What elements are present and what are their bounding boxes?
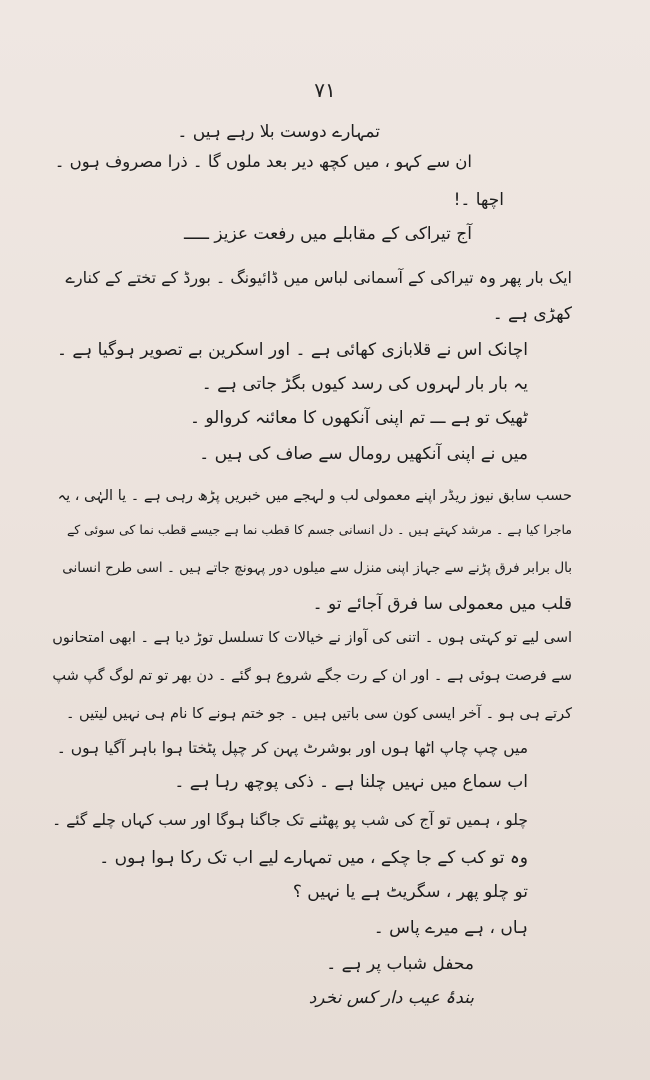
page-number: ۷۱	[314, 78, 336, 102]
text-line: آج تیراکی کے مقابلے میں رفعت عزیز ـــــ	[184, 224, 472, 244]
text-line: سے فرصت ہوئی ہے ۔ اور ان کے رت جگے شروع ہو گئے ۔ دن بھر تو تم لوگ گپ شپ	[52, 668, 572, 684]
text-line: چلو ، ہمیں تو آج کی شب پو پھٹنے تک جاگنا ہوگا اور سب کہاں چلے گئے ۔	[52, 811, 528, 829]
text-line: تو چلو پھر ، سگریٹ ہے یا نہیں ؟	[292, 882, 528, 902]
text-line: اسی لیے تو کہتی ہوں ۔ اتنی کی آواز نے خیالات کا تسلسل توڑ دیا ہے ۔ ابھی امتحانوں	[52, 630, 572, 646]
text-line: یہ بار بار لہروں کی رسد کیوں بگڑ جاتی ہے ۔	[201, 374, 528, 394]
text-line: کرتے ہی ہو ۔ آخر ایسی کون سی باتیں ہیں ۔ جو ختم ہونے کا نام ہی نہیں لیتیں ۔	[65, 706, 572, 722]
text-line: بال برابر فرق پڑنے سے جہاز اپنی منزل سے میلوں دور پہونچ جاتے ہیں ۔ اسی طرح انسانی	[62, 560, 572, 576]
text-line: اب سماع میں نہیں چلنا ہے ۔ ذکی پوچھ رہا ہے ۔	[174, 772, 528, 792]
text-line: اچھا ۔!	[453, 190, 504, 210]
text-line: میں نے اپنی آنکھیں رومال سے صاف کی ہیں ۔	[199, 444, 528, 464]
text-line: ہاں ، ہے میرے پاس ۔	[373, 918, 528, 938]
text-line: ٹھیک تو ہے ـــ تم اپنی آنکھوں کا معائنہ کروالو ۔	[190, 408, 528, 428]
text-line: میں چپ چاپ اٹھا ہوں اور بوشرٹ پہن کر چپل پٹختا ہوا باہر آگیا ہوں ۔	[56, 739, 528, 757]
text-line: بندۂ عیب دار کس نخرد	[308, 988, 474, 1008]
text-line: اچانک اس نے قلابازی کھائی ہے ۔ اور اسکرین بے تصویر ہوگیا ہے ۔	[56, 340, 528, 360]
text-line: کھڑی ہے ۔	[492, 304, 572, 324]
text-line: ماجرا کیا ہے ۔ مرشد کہتے ہیں ۔ دل انسانی جسم کا قطب نما ہے جیسے قطب نما کی سوئی کے	[66, 522, 572, 537]
text-line: ان سے کہو ، میں کچھ دیر بعد ملوں گا ۔ ذرا مصروف ہوں ۔	[54, 152, 472, 171]
text-line: محفل شباب پر ہے ۔	[326, 954, 474, 974]
text-line: تمہارے دوست بلا رہے ہیں ۔	[177, 122, 380, 142]
text-line: حسب سابق نیوز ریڈر اپنے معمولی لب و لہجے میں خبریں پڑھ رہی ہے ۔ یا الہٰی ، یہ	[57, 488, 572, 504]
text-line: قلب میں معمولی سا فرق آجائے تو ۔	[312, 594, 572, 614]
text-line: وہ تو کب کے جا چکے ، میں تمہارے لیے اب تک رکا ہوا ہوں ۔	[99, 848, 528, 868]
text-line: ایک بار پھر وہ تیراکی کے آسمانی لباس میں ڈائیونگ ۔ بورڈ کے تختے کے کنارے	[65, 268, 572, 287]
